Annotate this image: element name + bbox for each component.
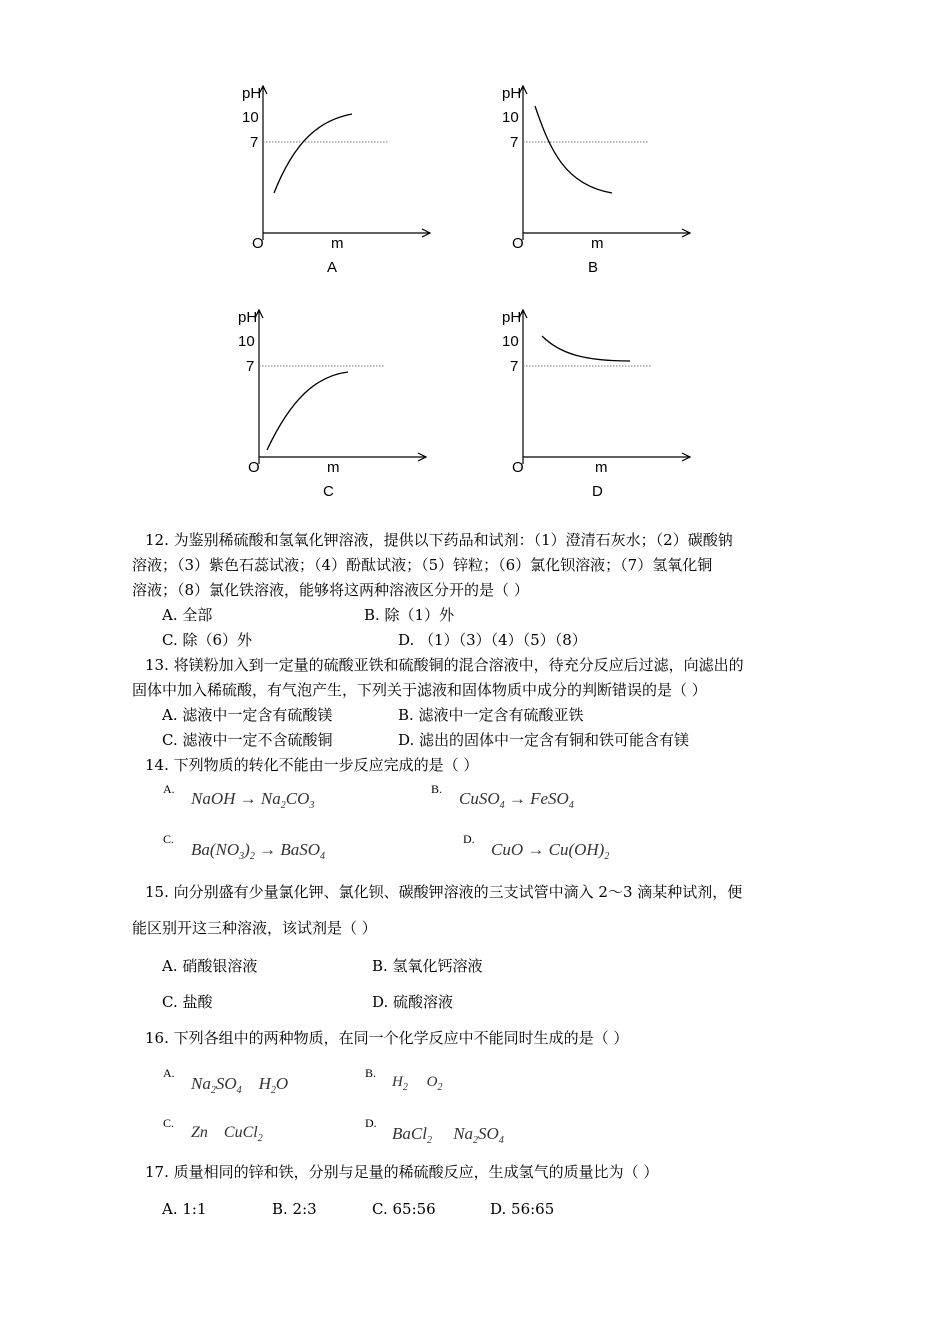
q13-stem-line1: 13. 将镁粉加入到一定量的硫酸亚铁和硫酸铜的混合溶液中，待充分反应后过滤，向滤出的	[145, 656, 744, 674]
q14-option-a-formula: NaOH → $Na_2CO_3$	[191, 789, 315, 811]
tick-7: 7	[246, 358, 255, 375]
q13-stem-line2: 固体中加入稀硫酸，有气泡产生，下列关于滤液和固体物质中成分的判断错误的是（ ）	[132, 681, 707, 699]
q14-option-c-formula: $Ba(NO_3)_2$ → BaSO$_4$	[191, 840, 326, 862]
q12-stem-line1: 12. 为鉴别稀硫酸和氢氧化钾溶液，提供以下药品和试剂：（1）澄清石灰水；（2）碳酸钠	[145, 531, 733, 549]
graph-caption: B	[588, 259, 599, 276]
q12-option-d: D. （1）（3）（4）（5）（8）	[398, 631, 587, 649]
q16-option-d-formula: BaCl$_2$ $Na_2SO_4$	[392, 1124, 504, 1146]
ph-curve	[274, 114, 352, 193]
q14-option-d-label: D.	[463, 832, 475, 846]
q17-option-d: D. 56:65	[490, 1200, 555, 1218]
tick-7: 7	[250, 134, 259, 151]
y-axis-label: pH	[242, 85, 262, 102]
graph-caption: D	[592, 483, 603, 500]
tick-10: 10	[238, 333, 255, 350]
y-axis-label: pH	[502, 309, 522, 326]
q16-option-d-label: D.	[365, 1116, 377, 1130]
q13-option-d: D. 滤出的固体中一定含有铜和铁可能含有镁	[398, 731, 690, 749]
tick-10: 10	[502, 109, 519, 126]
x-axis-label: m	[595, 459, 608, 476]
origin-label: O	[252, 235, 264, 252]
graph-a-svg	[240, 80, 440, 280]
q17-option-a: A. 1:1	[162, 1200, 207, 1218]
x-axis-label: m	[331, 235, 344, 252]
q15-option-c: C. 盐酸	[162, 993, 213, 1011]
graph-d-svg	[500, 304, 700, 504]
q14-option-b-label: B.	[431, 782, 443, 796]
q14-option-b-formula: CuSO$_4$ → FeSO$_4$	[459, 789, 574, 811]
origin-label: O	[248, 459, 260, 476]
q15-option-d: D. 硫酸溶液	[372, 993, 454, 1011]
ph-curve	[542, 336, 630, 361]
q13-option-a: A. 滤液中一定含有硫酸镁	[162, 706, 333, 724]
ph-curve	[535, 106, 612, 193]
q15-option-b: B. 氢氧化钙溶液	[372, 957, 483, 975]
q13-option-b: B. 滤液中一定含有硫酸亚铁	[398, 706, 584, 724]
graph-caption: A	[327, 259, 338, 276]
q16-option-b-label: B.	[365, 1066, 377, 1080]
q14-option-a-label: A.	[163, 782, 175, 796]
q16-option-a-label: A.	[163, 1066, 175, 1080]
q16-option-b-formula: $H_2$ $O_2$	[392, 1074, 443, 1093]
y-axis-label: pH	[238, 309, 258, 326]
tick-7: 7	[510, 358, 519, 375]
graph-d	[500, 304, 700, 508]
q12-option-a: A. 全部	[162, 606, 213, 624]
tick-7: 7	[510, 134, 519, 151]
q15-option-a: A. 硝酸银溶液	[162, 957, 258, 975]
q15-stem-line2: 能区别开这三种溶液，该试剂是（ ）	[132, 919, 377, 937]
ph-curve	[267, 372, 348, 450]
y-axis-label: pH	[502, 85, 522, 102]
graph-b	[500, 80, 700, 284]
origin-label: O	[512, 459, 524, 476]
q16-option-c-label: C.	[163, 1116, 175, 1130]
graph-caption: C	[323, 483, 334, 500]
graph-c-svg	[236, 304, 436, 504]
q14-option-c-label: C.	[163, 832, 175, 846]
q14-stem: 14. 下列物质的转化不能由一步反应完成的是（ ）	[145, 756, 479, 774]
q12-option-c: C. 除（6）外	[162, 631, 253, 649]
graph-c	[236, 304, 436, 508]
q17-stem: 17. 质量相同的锌和铁，分别与足量的稀硫酸反应，生成氢气的质量比为（ ）	[145, 1163, 659, 1181]
q12-stem-line2: 溶液；（3）紫色石蕊试液；（4）酚酞试液；（5）锌粒；（6）氯化钡溶液；（7）氢氧化铜	[132, 556, 713, 574]
q15-stem-line1: 15. 向分别盛有少量氯化钾、氯化钡、碳酸钾溶液的三支试管中滴入 2～3 滴某种试剂，便	[145, 883, 743, 901]
x-axis-label: m	[327, 459, 340, 476]
q17-option-b: B. 2:3	[272, 1200, 317, 1218]
q17-option-c: C. 65:56	[372, 1200, 436, 1218]
q14-option-d-formula: CuO → $Cu(OH)_2$	[491, 840, 610, 862]
q12-option-b: B. 除（1）外	[364, 606, 455, 624]
graph-b-svg	[500, 80, 700, 280]
origin-label: O	[512, 235, 524, 252]
q13-option-c: C. 滤液中一定不含硫酸铜	[162, 731, 333, 749]
tick-10: 10	[502, 333, 519, 350]
x-axis-label: m	[591, 235, 604, 252]
q12-stem-line3: 溶液；（8）氯化铁溶液，能够将这两种溶液区分开的是（ ）	[132, 581, 529, 599]
tick-10: 10	[242, 109, 259, 126]
graph-a	[240, 80, 440, 284]
q16-stem: 16. 下列各组中的两种物质，在同一个化学反应中不能同时生成的是（ ）	[145, 1029, 629, 1047]
q16-option-c-formula: Zn CuCl$_2$	[191, 1124, 263, 1144]
q16-option-a-formula: $Na_2SO_4$ $H_2O$	[191, 1074, 289, 1096]
